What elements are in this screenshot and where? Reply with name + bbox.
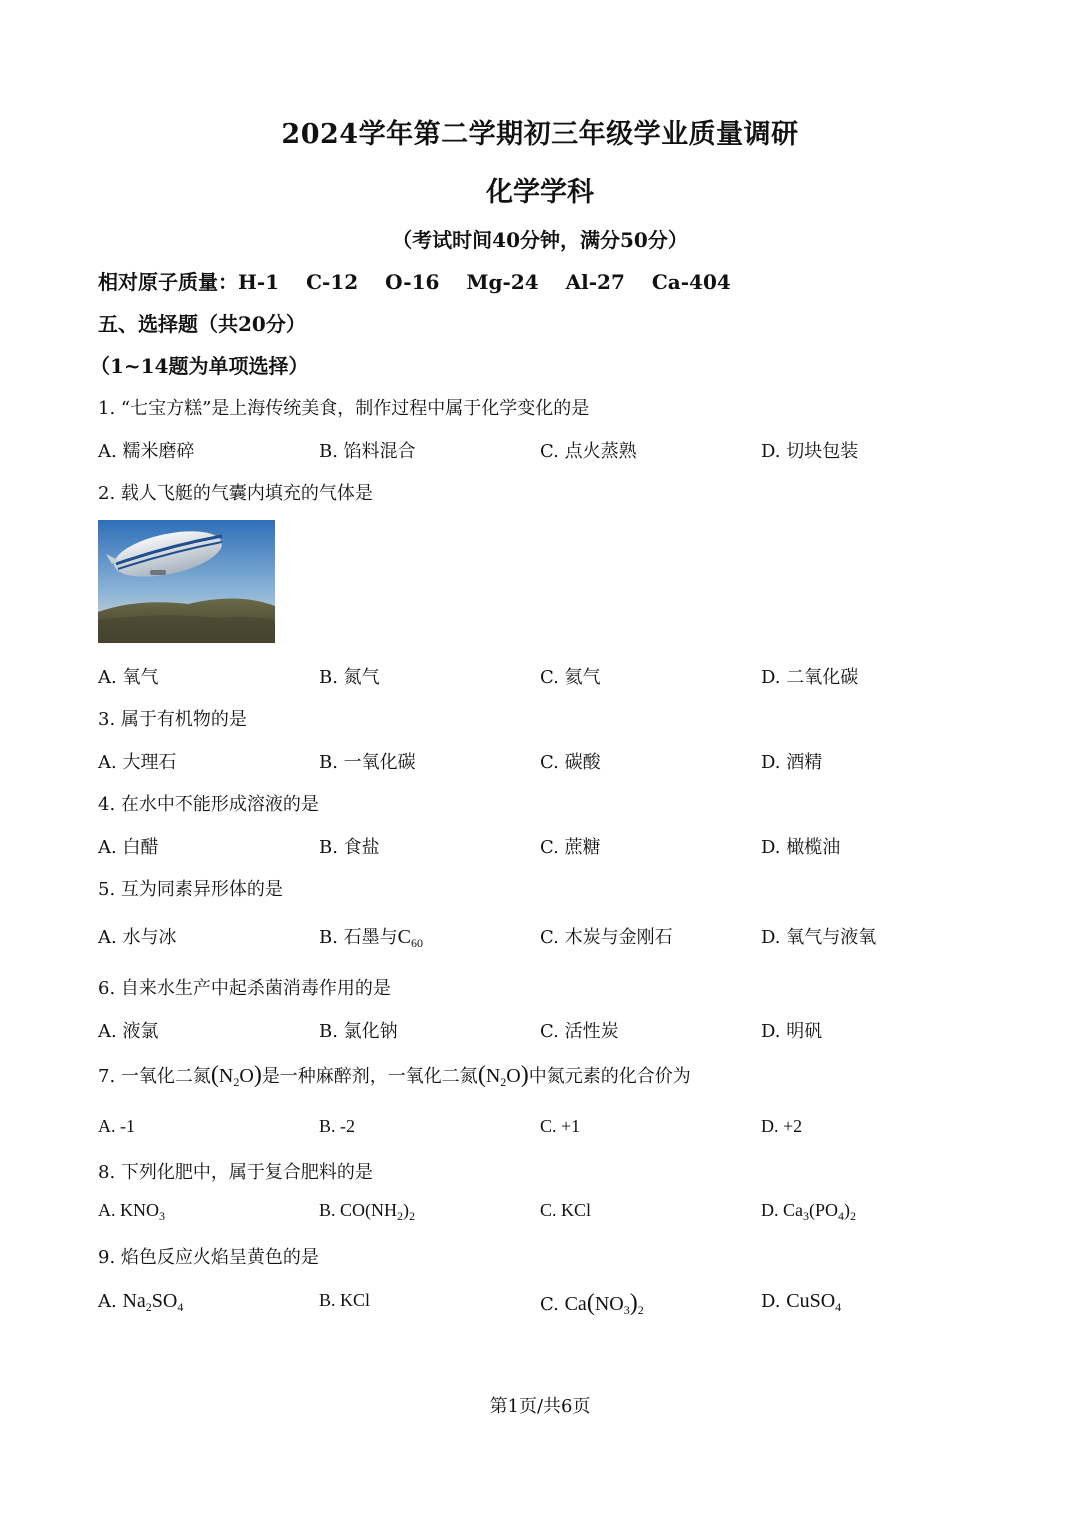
option-c[interactable]: C. +1 xyxy=(540,1116,581,1136)
airship-illustration xyxy=(98,520,275,643)
option-c[interactable]: C. 氦气 xyxy=(540,667,601,688)
section-title: 五、选择题（共20分） xyxy=(98,312,306,336)
option-a[interactable]: A. $Na_2SO_4$ xyxy=(98,1290,184,1314)
option-c[interactable]: C. 蔗糖 xyxy=(540,837,601,858)
question-options xyxy=(98,1017,998,1043)
exam-info: （考试时间40分钟，满分50分） xyxy=(392,228,688,252)
atomic-mass-item: H-1 xyxy=(238,270,280,294)
option-a[interactable]: A. 氧气 xyxy=(98,667,159,688)
question-stem: 3. 属于有机物的是 xyxy=(98,709,247,730)
atomic-mass-item: Mg-24 xyxy=(466,270,539,294)
option-d[interactable]: D. CuSO$_4$ xyxy=(761,1290,842,1314)
question-stem: 2. 载人飞艇的气囊内填充的气体是 xyxy=(98,483,373,504)
exam-title: 2024学年第二学期初三年级学业质量调研 xyxy=(281,119,799,150)
question-stem: 8. 下列化肥中，属于复合肥料的是 xyxy=(98,1162,373,1183)
page-footer: 第1页/共6页 xyxy=(489,1396,591,1417)
atomic-mass-item: Al-27 xyxy=(565,270,625,294)
subject-title: 化学学科 xyxy=(486,177,594,208)
option-b[interactable]: B. 食盐 xyxy=(319,837,380,858)
option-d[interactable]: D. 明矾 xyxy=(761,1021,823,1042)
option-a[interactable]: A. $KNO_3$ xyxy=(98,1200,165,1223)
option-d[interactable]: D. $Ca_3(PO_4)_2$ xyxy=(761,1200,857,1223)
option-d[interactable]: D. 氧气与液氧 xyxy=(761,927,877,948)
option-c[interactable]: C. 木炭与金刚石 xyxy=(540,927,673,948)
atomic-mass-line xyxy=(98,266,751,295)
question-options xyxy=(98,833,998,859)
option-d[interactable]: D. 酒精 xyxy=(761,752,823,773)
atomic-mass-item: Ca-404 xyxy=(651,270,731,294)
formula-n2o: $(N_2O)$ xyxy=(210,1062,262,1089)
option-b[interactable]: B. $CO(NH_2)_2$ xyxy=(319,1200,416,1223)
atomic-mass-item: C-12 xyxy=(306,270,359,294)
question-stem: 1. “七宝方糕”是上海传统美食，制作过程中属于化学变化的是 xyxy=(98,398,590,419)
option-b[interactable]: B. -2 xyxy=(319,1116,355,1136)
option-a[interactable]: A. 白醋 xyxy=(98,837,159,858)
question-stem: 5. 互为同素异形体的是 xyxy=(98,879,283,900)
airship-image xyxy=(98,520,275,643)
question-stem: 6. 自来水生产中起杀菌消毒作用的是 xyxy=(98,978,391,999)
option-d[interactable]: D. 切块包装 xyxy=(761,441,859,462)
atomic-mass-label: 相对原子质量： xyxy=(98,270,238,294)
option-d[interactable]: D. +2 xyxy=(761,1116,803,1136)
question-options xyxy=(98,437,998,463)
option-b[interactable]: B. 馅料混合 xyxy=(319,441,416,462)
option-c[interactable]: C. 点火蒸熟 xyxy=(540,441,637,462)
option-d[interactable]: D. 二氧化碳 xyxy=(761,667,859,688)
option-a[interactable]: A. 水与冰 xyxy=(98,927,177,948)
question-options xyxy=(98,1116,998,1142)
question-options xyxy=(98,1290,998,1316)
option-b[interactable]: B. 氯化钠 xyxy=(319,1021,398,1042)
option-c[interactable]: C. 碳酸 xyxy=(540,752,601,773)
formula-n2o: $(N_2O)$ xyxy=(477,1062,529,1089)
question-options xyxy=(98,923,998,949)
option-c[interactable]: C. $Ca(NO_3)_2$ xyxy=(540,1290,644,1317)
option-a[interactable]: A. 大理石 xyxy=(98,752,177,773)
option-a[interactable]: A. 糯米磨碎 xyxy=(98,441,195,462)
atomic-mass-item: O-16 xyxy=(385,270,440,294)
option-b[interactable]: B. 一氧化碳 xyxy=(319,752,416,773)
option-a[interactable]: A. -1 xyxy=(98,1116,135,1136)
option-c[interactable]: C. KCl xyxy=(540,1200,592,1220)
option-b-text: B. 石墨与 xyxy=(319,927,398,948)
question-stem: 7. 一氧化二氮$(N_2O)$是一种麻醉剂，一氧化二氮$(N_2O)$中氮元素的化合价为 xyxy=(98,1062,691,1089)
option-b[interactable]: B. KCl xyxy=(319,1290,371,1310)
formula-c60: $C_{60}$ xyxy=(397,926,424,950)
question-options xyxy=(98,1200,998,1226)
question-stem: 9. 焰色反应火焰呈黄色的是 xyxy=(98,1247,319,1268)
question-stem: 4. 在水中不能形成溶液的是 xyxy=(98,794,319,815)
option-c[interactable]: C. 活性炭 xyxy=(540,1021,619,1042)
option-b[interactable]: B. 氮气 xyxy=(319,667,380,688)
option-d[interactable]: D. 橄榄油 xyxy=(761,837,841,858)
option-a[interactable]: A. 液氯 xyxy=(98,1021,159,1042)
option-b[interactable] xyxy=(319,923,423,951)
question-options xyxy=(98,748,998,774)
section-note: （1~14题为单项选择） xyxy=(90,354,309,378)
question-options xyxy=(98,663,998,689)
